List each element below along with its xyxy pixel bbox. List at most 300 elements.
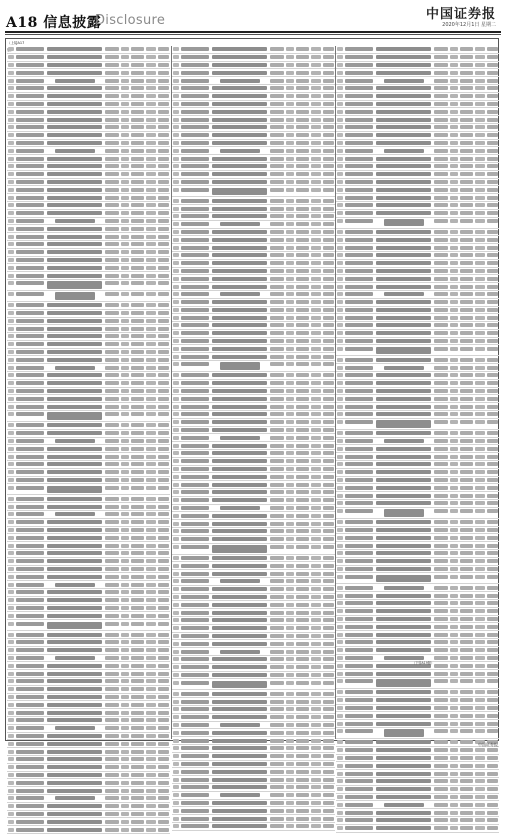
table-row (172, 679, 335, 690)
continued-to-label: （下转A19版） (412, 661, 435, 665)
table-row (7, 249, 170, 257)
table-cell (47, 258, 102, 262)
table-cell (311, 308, 321, 312)
table-cell (131, 180, 144, 184)
table-cell (105, 520, 119, 524)
table-cell (323, 522, 334, 526)
table-cell (487, 795, 498, 799)
dateline: 2020年12月1日 星期二 (442, 22, 496, 28)
table-cell (487, 285, 498, 289)
table-cell (181, 222, 209, 226)
table-row (336, 739, 499, 747)
table-cell (181, 642, 209, 646)
table-cell (376, 447, 431, 451)
table-cell (131, 804, 144, 808)
table-cell (434, 381, 448, 385)
table-row (172, 101, 335, 109)
table-cell (47, 497, 102, 501)
table-cell (296, 428, 309, 432)
table-cell (121, 567, 129, 571)
table-cell (460, 528, 473, 532)
table-cell (450, 470, 458, 474)
table-cell (337, 71, 343, 75)
table-cell (55, 583, 95, 587)
table-cell (47, 789, 102, 793)
table-cell (146, 622, 156, 626)
table-cell (105, 172, 119, 176)
table-cell (450, 253, 458, 257)
table-cell (323, 809, 334, 813)
table-cell (376, 756, 431, 760)
table-cell (270, 420, 284, 424)
table-cell (286, 522, 294, 526)
table-cell (181, 809, 209, 813)
table-cell (487, 211, 498, 215)
table-cell (311, 292, 321, 296)
table-cell (181, 362, 209, 366)
table-row (172, 403, 335, 411)
table-cell (460, 261, 473, 265)
table-cell (450, 494, 458, 498)
table-cell (131, 765, 144, 769)
table-cell (296, 141, 309, 145)
table-cell (487, 470, 498, 474)
table-cell (131, 292, 144, 296)
table-cell (173, 444, 179, 448)
table-cell (16, 281, 44, 285)
table-cell (376, 690, 431, 694)
table-cell (311, 707, 321, 711)
table-cell (434, 787, 448, 791)
table-cell (121, 520, 129, 524)
table-cell (16, 350, 44, 354)
table-cell (158, 742, 169, 746)
table-row (336, 631, 499, 639)
table-cell (460, 331, 473, 335)
table-cell (434, 648, 448, 652)
table-cell (311, 246, 321, 250)
table-cell (158, 172, 169, 176)
table-cell (146, 172, 156, 176)
table-cell (323, 707, 334, 711)
table-cell (181, 603, 209, 607)
table-cell (181, 444, 209, 448)
table-cell (47, 687, 102, 691)
table-cell (460, 86, 473, 90)
table-cell (337, 567, 343, 571)
table-cell (212, 277, 267, 281)
table-cell (460, 188, 473, 192)
table-cell (8, 734, 14, 738)
table-cell (434, 86, 448, 90)
table-cell (16, 439, 44, 443)
table-cell (181, 514, 209, 518)
table-cell (181, 71, 209, 75)
table-cell (16, 266, 44, 270)
table-cell (475, 203, 485, 207)
table-cell (270, 405, 284, 409)
table-cell (212, 246, 267, 250)
table-cell (212, 556, 267, 560)
table-cell (16, 405, 44, 409)
table-cell (376, 551, 431, 555)
table-cell (270, 172, 284, 176)
table-cell (296, 86, 309, 90)
table-cell (212, 308, 267, 312)
table-cell (270, 611, 284, 615)
table-cell (212, 347, 267, 351)
table-cell (8, 812, 14, 816)
table-cell (450, 261, 458, 265)
table-cell (376, 188, 431, 192)
table-cell (146, 292, 156, 296)
table-cell (376, 157, 431, 161)
table-cell (345, 656, 373, 660)
table-cell (131, 381, 144, 385)
table-cell (345, 787, 373, 791)
table-cell (376, 698, 431, 702)
table-cell (212, 657, 267, 661)
table-cell (345, 575, 373, 579)
table-cell (121, 327, 129, 331)
table-cell (311, 754, 321, 758)
table-cell (105, 133, 119, 137)
table-cell (434, 261, 448, 265)
table-row (336, 77, 499, 85)
table-cell (158, 718, 169, 722)
table-cell (475, 211, 485, 215)
table-cell (146, 812, 156, 816)
table-cell (131, 590, 144, 594)
table-cell (173, 626, 179, 630)
table-cell (105, 397, 119, 401)
table-cell (131, 773, 144, 777)
table-cell (286, 545, 294, 549)
table-cell (270, 762, 284, 766)
table-cell (181, 133, 209, 137)
table-cell (131, 366, 144, 370)
table-cell (296, 475, 309, 479)
table-cell (173, 793, 179, 797)
table-cell (460, 308, 473, 312)
table-cell (8, 614, 14, 618)
table-cell (311, 498, 321, 502)
table-cell (376, 748, 431, 752)
table-cell (121, 63, 129, 67)
table-cell (434, 358, 448, 362)
table-cell (434, 172, 448, 176)
table-cell (311, 436, 321, 440)
table-row (172, 314, 335, 322)
table-cell (146, 559, 156, 563)
table-cell (311, 133, 321, 137)
table-cell (337, 285, 343, 289)
table-cell (434, 617, 448, 621)
table-cell (173, 405, 179, 409)
table-cell (450, 536, 458, 540)
table-row (336, 678, 499, 689)
table-cell (158, 711, 169, 715)
table-cell (311, 715, 321, 719)
table-cell (286, 436, 294, 440)
table-cell (434, 811, 448, 815)
table-cell (286, 355, 294, 359)
table-cell (16, 141, 44, 145)
table-row (172, 609, 335, 617)
table-cell (47, 750, 102, 754)
table-cell (460, 238, 473, 242)
table-cell (376, 772, 431, 776)
table-cell (487, 358, 498, 362)
table-cell (323, 405, 334, 409)
table-cell (384, 292, 424, 296)
table-cell (158, 734, 169, 738)
table-cell (475, 772, 485, 776)
table-cell (345, 203, 373, 207)
table-cell (345, 71, 373, 75)
table-cell (55, 512, 95, 516)
table-cell (8, 235, 14, 239)
table-cell (105, 640, 119, 644)
table-cell (220, 292, 260, 296)
table-cell (105, 583, 119, 587)
table-cell (158, 544, 169, 548)
table-cell (460, 439, 473, 443)
table-cell (105, 86, 119, 90)
table-cell (212, 459, 267, 463)
table-cell (181, 650, 209, 654)
table-cell (270, 545, 284, 549)
table-cell (337, 601, 343, 605)
table-cell (158, 773, 169, 777)
table-cell (434, 509, 448, 513)
table-cell (47, 478, 102, 482)
table-cell (475, 594, 485, 598)
table-cell (296, 71, 309, 75)
table-cell (146, 242, 156, 246)
table-cell (337, 795, 343, 799)
table-cell (173, 141, 179, 145)
table-cell (475, 439, 485, 443)
table-cell (131, 133, 144, 137)
table-cell (475, 528, 485, 532)
table-row (7, 461, 170, 469)
table-cell (181, 347, 209, 351)
table-cell (220, 579, 260, 583)
table-cell (8, 656, 14, 660)
table-cell (16, 157, 44, 161)
table-cell (311, 164, 321, 168)
table-cell (146, 149, 156, 153)
table-cell (286, 207, 294, 211)
table-cell (8, 695, 14, 699)
table-cell (450, 180, 458, 184)
table-cell (131, 512, 144, 516)
table-cell (212, 514, 267, 518)
table-cell (8, 567, 14, 571)
table-cell (296, 292, 309, 296)
table-cell (173, 611, 179, 615)
table-cell (296, 199, 309, 203)
table-cell (296, 323, 309, 327)
table-cell (296, 285, 309, 289)
table-cell (16, 664, 44, 668)
table-cell (270, 692, 284, 696)
table-row (336, 647, 499, 655)
table-cell (16, 55, 44, 59)
table-row (172, 283, 335, 291)
table-cell (105, 141, 119, 145)
table-cell (8, 79, 14, 83)
table-cell (376, 501, 431, 505)
table-cell (376, 470, 431, 474)
table-cell (475, 285, 485, 289)
table-cell (16, 559, 44, 563)
table-cell (131, 423, 144, 427)
table-row (172, 706, 335, 714)
table-cell (146, 250, 156, 254)
table-cell (47, 358, 102, 362)
table-cell (323, 618, 334, 622)
table-cell (212, 125, 267, 129)
table-cell (158, 528, 169, 532)
table-cell (105, 358, 119, 362)
table-cell (181, 587, 209, 591)
table-cell (323, 269, 334, 273)
table-cell (181, 300, 209, 304)
table-cell (105, 544, 119, 548)
table-cell (212, 801, 267, 805)
table-cell (337, 787, 343, 791)
table-cell (450, 764, 458, 768)
table-cell (323, 164, 334, 168)
table-cell (460, 714, 473, 718)
table-cell (8, 757, 14, 761)
table-row (336, 608, 499, 616)
table-cell (475, 300, 485, 304)
table-cell (296, 793, 309, 797)
table-cell (105, 118, 119, 122)
table-cell (212, 444, 267, 448)
table-cell (460, 300, 473, 304)
table-cell (345, 811, 373, 815)
table-cell (311, 545, 321, 549)
table-cell (345, 818, 373, 822)
table-cell (212, 214, 267, 218)
table-row (7, 54, 170, 62)
table-cell (475, 648, 485, 652)
table-cell (47, 828, 102, 832)
table-cell (487, 203, 498, 207)
table-cell (8, 125, 14, 129)
table-cell (337, 679, 343, 683)
table-cell (450, 316, 458, 320)
table-cell (475, 447, 485, 451)
table-cell (376, 779, 431, 783)
table-row (7, 132, 170, 140)
table-row (172, 497, 335, 505)
table-row (172, 520, 335, 528)
table-cell (158, 497, 169, 501)
table-cell (131, 327, 144, 331)
table-row (7, 803, 170, 811)
table-row (172, 252, 335, 260)
table-cell (286, 308, 294, 312)
table-cell (47, 505, 102, 509)
table-cell (450, 664, 458, 668)
table-cell (311, 681, 321, 685)
table-cell (487, 462, 498, 466)
table-row (172, 163, 335, 171)
table-cell (337, 478, 343, 482)
table-cell (345, 601, 373, 605)
table-row (336, 817, 499, 825)
table-cell (460, 764, 473, 768)
table-row (336, 469, 499, 477)
table-cell (8, 118, 14, 122)
table-cell (131, 559, 144, 563)
table-cell (16, 71, 44, 75)
table-cell (212, 467, 267, 471)
table-cell (311, 94, 321, 98)
table-cell (181, 94, 209, 98)
table-cell (450, 381, 458, 385)
table-cell (323, 214, 334, 218)
table-cell (158, 439, 169, 443)
table-row (172, 372, 335, 380)
table-cell (311, 770, 321, 774)
table-cell (121, 781, 129, 785)
table-row (336, 291, 499, 299)
table-cell (47, 462, 102, 466)
table-cell (345, 94, 373, 98)
table-cell (16, 648, 44, 652)
table-row (172, 656, 335, 664)
table-cell (434, 292, 448, 296)
table-cell (450, 203, 458, 207)
table-cell (460, 772, 473, 776)
table-cell (146, 656, 156, 660)
table-cell (296, 125, 309, 129)
table-cell (376, 640, 431, 644)
table-cell (270, 809, 284, 813)
table-cell (16, 180, 44, 184)
table-cell (105, 350, 119, 354)
table-cell (131, 614, 144, 618)
table-cell (131, 520, 144, 524)
table-cell (434, 125, 448, 129)
table-cell (450, 486, 458, 490)
table-cell (450, 366, 458, 370)
table-cell (8, 250, 14, 254)
table-cell (475, 277, 485, 281)
table-cell (105, 447, 119, 451)
table-row (172, 132, 335, 140)
table-cell (212, 316, 267, 320)
table-cell (131, 274, 144, 278)
table-cell (47, 734, 102, 738)
table-cell (475, 748, 485, 752)
table-cell (47, 470, 102, 474)
table-cell (475, 795, 485, 799)
table-cell (55, 79, 95, 83)
table-cell (460, 455, 473, 459)
table-cell (146, 141, 156, 145)
table-row (172, 594, 335, 602)
table-cell (487, 811, 498, 815)
table-cell (286, 692, 294, 696)
table-cell (181, 793, 209, 797)
